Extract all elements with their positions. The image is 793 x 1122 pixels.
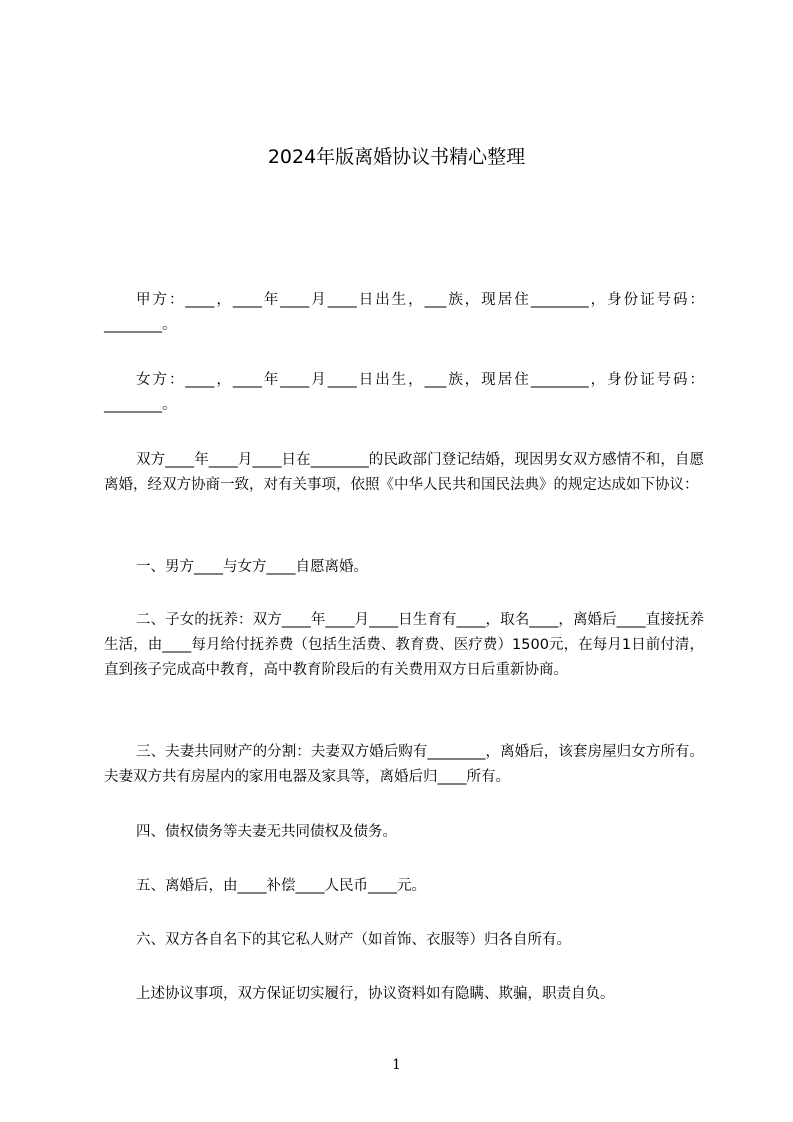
clause-6: 六、双方各自名下的其它私人财产（如首饰、衣服等）归各自所有。 xyxy=(136,932,571,948)
party-a-paragraph: 甲方：____，____年____月____日出生，___族，现居住________，身份证号码：________。 xyxy=(104,292,704,333)
page-number: 1 xyxy=(392,1057,401,1073)
party-b-paragraph: 女方：____，____年____月____日出生，___族，现居住________，身份证号码：________。 xyxy=(104,372,704,413)
closing-statement: 上述协议事项，双方保证切实履行，协议资料如有隐瞒、欺骗，职责自负。 xyxy=(136,986,615,1002)
preamble-paragraph: 双方____年____月____日在________的民政部门登记结婚，现因男女双方感情不和，自愿离婚，经双方协商一致，对有关事项，依照《中华人民共和国民法典》的规定达成如下协议： xyxy=(104,452,704,493)
document-title: 2024年版离婚协议书精心整理 xyxy=(267,146,526,168)
clause-5: 五、离婚后，由____补偿____人民币____元。 xyxy=(136,878,426,894)
clause-1: 一、男方____与女方____自愿离婚。 xyxy=(136,559,368,575)
clause-4: 四、债权债务等夫妻无共同债权及债务。 xyxy=(136,824,397,840)
clause-2: 二、子女的抚养：双方____年____月____日生育有____，取名____，离婚后____直接抚养生活，由____每月给付抚养费（包括生活费、教育费、医疗费）1500元，在每月1日前付清，直到孩子完成高中教育，高中教育阶段后的有关费用双方日后重新协商。 xyxy=(104,612,704,678)
clause-3: 三、夫妻共同财产的分割：夫妻双方婚后购有________，离婚后，该套房屋归女方所有。夫妻双方共有房屋内的家用电器及家具等，离婚后归____所有。 xyxy=(104,744,704,785)
